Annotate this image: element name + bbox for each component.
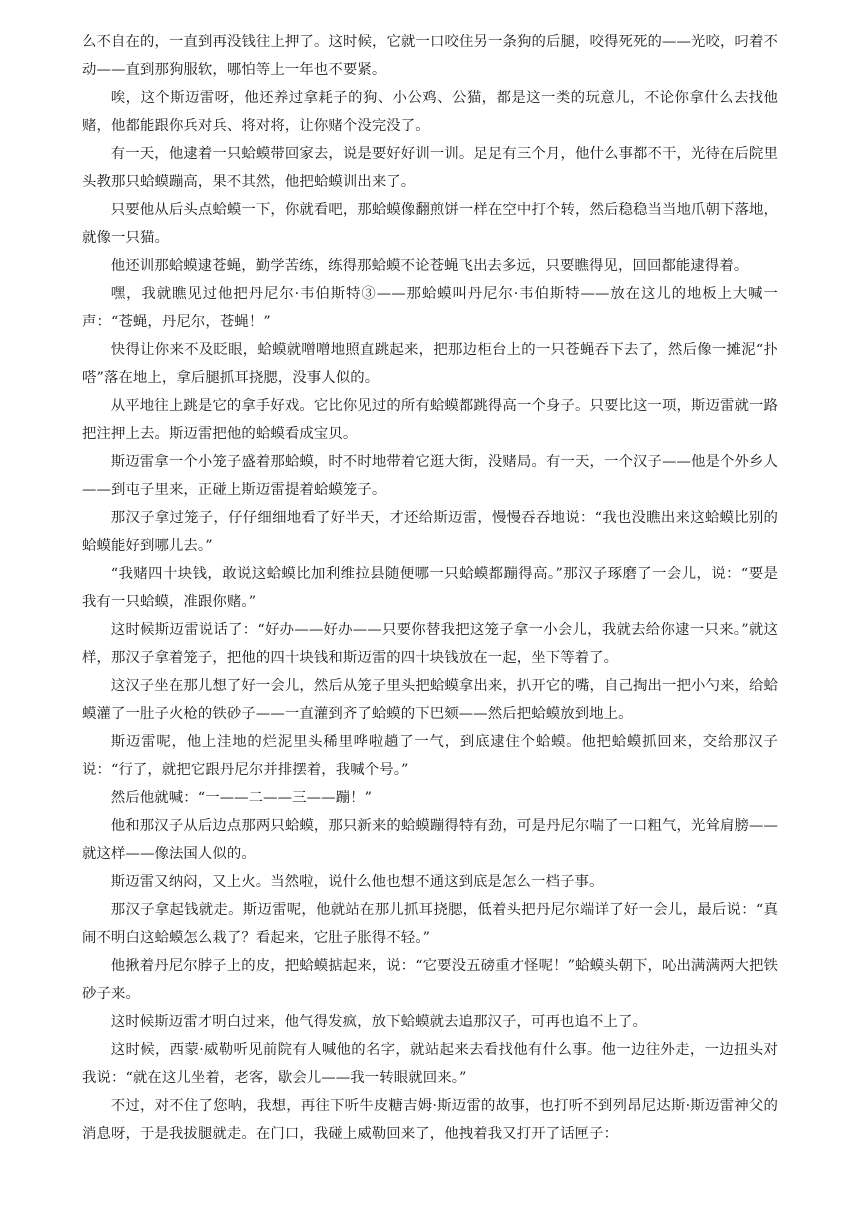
- paragraph: 那汉子拿起钱就走。斯迈雷呢，他就站在那儿抓耳挠腮，低着头把丹尼尔端详了好一会儿，最后说：“真闹不明白这蛤蟆怎么栽了？看起来，它肚子胀得不轻。”: [82, 902, 778, 946]
- paragraph: 他还训那蛤蟆逮苍蝇，勤学苦练，练得那蛤蟆不论苍蝇飞出去多远，只要瞧得见，回回都能逮得着。: [110, 258, 749, 274]
- paragraph: 斯迈雷拿一个小笼子盛着那蛤蟆，时不时地带着它逛大街，没赌局。有一天，一个汉子——他是个外乡人——到屯子里来，正碰上斯迈雷提着蛤蟆笼子。: [82, 454, 778, 498]
- paragraph: 不过，对不住了您呐，我想，再往下听牛皮糖吉姆·斯迈雷的故事，也打听不到列昂尼达斯·斯迈雷神父的消息呀，于是我拔腿就走。在门口，我碰上威勒回来了，他拽着我又打开了话匣子：: [82, 1098, 778, 1142]
- paragraph: 这时候斯迈雷才明白过来，他气得发疯，放下蛤蟆就去追那汉子，可再也追不上了。: [110, 1014, 647, 1030]
- paragraph: 然后他就喊：“一——二——三——蹦！”: [110, 790, 373, 806]
- paragraph: 那汉子拿过笼子，仔仔细细地看了好半天，才还给斯迈雷，慢慢吞吞地说：“我也没瞧出来这蛤蟆比别的蛤蟆能好到哪儿去。”: [82, 510, 778, 554]
- paragraph: 这时候斯迈雷说话了：“好办——好办——只要你替我把这笼子拿一小会儿，我就去给你逮一只来。”就这样，那汉子拿着笼子，把他的四十块钱和斯迈雷的四十块钱放在一起，坐下等着了。: [82, 622, 778, 666]
- paragraph: 快得让你来不及眨眼，蛤蟆就噌噌地照直跳起来，把那边柜台上的一只苍蝇吞下去了，然后像一摊泥“扑嗒”落在地上，拿后腿抓耳挠腮，没事人似的。: [82, 342, 778, 386]
- paragraph: “我赌四十块钱，敢说这蛤蟆比加利维拉县随便哪一只蛤蟆都蹦得高。”那汉子琢磨了一会儿，说：“要是我有一只蛤蟆，准跟你赌。”: [82, 566, 778, 610]
- paragraph: 这时候，西蒙·威勒听见前院有人喊他的名字，就站起来去看找他有什么事。他一边往外走，一边扭头对我说：“就在这儿坐着，老客，歇会儿——我一转眼就回来。”: [82, 1042, 778, 1086]
- paragraph: 斯迈雷呢，他上洼地的烂泥里头稀里哗啦趟了一气，到底逮住个蛤蟆。他把蛤蟆抓回来，交给那汉子说：“行了，就把它跟丹尼尔并排摆着，我喊个号。”: [82, 734, 778, 778]
- paragraph: 从平地往上跳是它的拿手好戏。它比你见过的所有蛤蟆都跳得高一个身子。只要比这一项，斯迈雷就一路把注押上去。斯迈雷把他的蛤蟆看成宝贝。: [82, 398, 778, 442]
- paragraph: 这汉子坐在那儿想了好一会儿，然后从笼子里头把蛤蟆拿出来，扒开它的嘴，自己掏出一把小勺来，给蛤蟆灌了一肚子火枪的铁砂子——一直灌到齐了蛤蟆的下巴颏——然后把蛤蟆放到地上。: [82, 678, 778, 722]
- paragraph-continued: 么不自在的，一直到再没钱往上押了。这时候，它就一口咬住另一条狗的后腿，咬得死死的——光咬，叼着不动——直到那狗服软，哪怕等上一年也不要紧。: [82, 34, 778, 78]
- paragraph: 嘿，我就瞧见过他把丹尼尔·韦伯斯特③——那蛤蟆叫丹尼尔·韦伯斯特——放在这儿的地板上大喊一声：“苍蝇，丹尼尔，苍蝇！”: [82, 286, 778, 330]
- paragraph: 他和那汉子从后边点那两只蛤蟆，那只新来的蛤蟆蹦得特有劲，可是丹尼尔喘了一口粗气，光耸肩膀——就这样——像法国人似的。: [82, 818, 778, 862]
- paragraph: 只要他从后头点蛤蟆一下，你就看吧，那蛤蟆像翻煎饼一样在空中打个转，然后稳稳当当地爪朝下落地，就像一只猫。: [82, 202, 778, 246]
- paragraph: 斯迈雷又纳闷，又上火。当然啦，说什么他也想不通这到底是怎么一档子事。: [110, 874, 604, 890]
- paragraph: 有一天，他逮着一只蛤蟆带回家去，说是要好好训一训。足足有三个月，他什么事都不干，光待在后院里头教那只蛤蟆蹦高，果不其然，他把蛤蟆训出来了。: [82, 146, 778, 190]
- paragraph: 他揪着丹尼尔脖子上的皮，把蛤蟆掂起来，说：“它要没五磅重才怪呢！”蛤蟆头朝下，吣出满满两大把铁砂子来。: [82, 958, 778, 1002]
- paragraph: 唉，这个斯迈雷呀，他还养过拿耗子的狗、小公鸡、公猫，都是这一类的玩意儿，不论你拿什么去找他赌，他都能跟你兵对兵、将对将，让你赌个没完没了。: [82, 90, 778, 134]
